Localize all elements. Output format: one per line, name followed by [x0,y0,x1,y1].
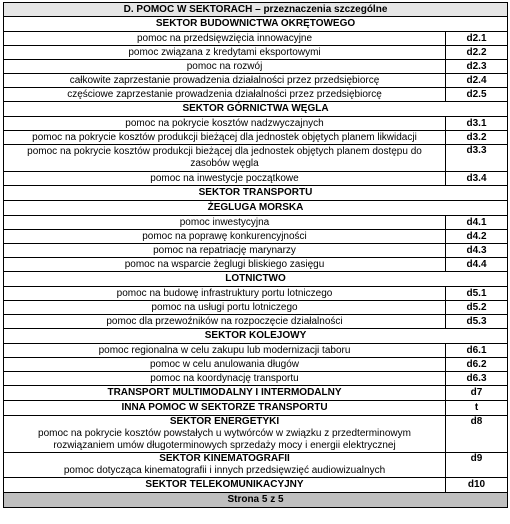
section-code-energetyki: d8 [446,416,508,453]
item-label: pomoc na rozwój [4,60,446,74]
item-code: d5.1 [446,287,508,301]
table-row [4,230,508,244]
item-label: pomoc regionalna w celu zakupu lub modernizacji taboru [4,344,446,358]
item-label: pomoc na pokrycie kosztów nadzwyczajnych [4,117,446,131]
item-label: pomoc na inwestycje początkowe [4,172,446,186]
item-label: pomoc inwestycyjna [4,216,446,230]
table-row [4,32,508,46]
item-code: d3.1 [446,117,508,131]
table-row [4,60,508,74]
item-code: d3.4 [446,172,508,186]
section-cell-kinematografii [4,453,446,478]
section-code-inna: t [446,401,508,416]
section-title-gornictwo: SEKTOR GÓRNICTWA WĘGLA [4,102,508,117]
item-code: d4.3 [446,244,508,258]
section-code-kinematografii: d9 [446,453,508,478]
section-text-kinematografii: pomoc dotycząca kinematografii i innych przedsięwzięć audiowizualnych [63,465,386,476]
section-title-zegluga: ŻEGLUGA MORSKA [4,201,508,216]
table-row [4,287,508,301]
item-code: d2.1 [446,32,508,46]
item-label: pomoc na usługi portu lotniczego [4,301,446,315]
section-row [4,478,508,493]
item-code: d5.2 [446,301,508,315]
section-title-kolejowy: SEKTOR KOLEJOWY [4,329,508,344]
item-label: pomoc na pokrycie kosztów produkcji bieżącej dla jednostek objętych planem dostępu do zasobów węgla [4,145,446,172]
item-code: d6.2 [446,358,508,372]
table-title: D. POMOC W SEKTORACH – przeznaczenia szczególne [4,3,508,17]
item-code: d6.1 [446,344,508,358]
section-row [4,272,508,287]
item-code: d3.2 [446,131,508,145]
item-code: d6.3 [446,372,508,386]
table-row [4,358,508,372]
item-label: pomoc na repatriację marynarzy [4,244,446,258]
table-row [4,244,508,258]
page-number: Strona 5 z 5 [4,493,508,508]
section-title-telekomunikacyjny: SEKTOR TELEKOMUNIKACYJNY [4,478,446,493]
section-row [4,102,508,117]
section-title-kinematografii: SEKTOR KINEMATOGRAFII [159,453,290,464]
table-row [4,88,508,102]
item-code: d2.2 [446,46,508,60]
table-row [4,172,508,186]
section-row [4,453,508,478]
table-row [4,258,508,272]
item-code: d5.3 [446,315,508,329]
sector-aid-table [3,2,508,508]
table-row [4,344,508,358]
section-row [4,416,508,453]
aid-table-document [3,2,507,508]
table-row [4,301,508,315]
item-label: pomoc dla przewoźników na rozpoczęcie działalności [4,315,446,329]
item-code: d4.1 [446,216,508,230]
section-title-transport: SEKTOR TRANSPORTU [4,186,508,201]
item-label: całkowite zaprzestanie prowadzenia działalności przez przedsiębiorcę [4,74,446,88]
item-label: pomoc na poprawę konkurencyjności [4,230,446,244]
section-code-telekomunikacyjny: d10 [446,478,508,493]
table-row [4,372,508,386]
item-code: d2.5 [446,88,508,102]
item-code: d4.4 [446,258,508,272]
section-title-multimodalny: TRANSPORT MULTIMODALNY I INTERMODALNY [4,386,446,401]
item-code: d2.4 [446,74,508,88]
section-title-lotnictwo: LOTNICTWO [4,272,508,287]
item-label: pomoc na wsparcie żeglugi bliskiego zasięgu [4,258,446,272]
section-title-energetyki: SEKTOR ENERGETYKI [169,416,280,427]
section-row [4,186,508,201]
table-header-row [4,3,508,17]
section-row [4,201,508,216]
item-code: d4.2 [446,230,508,244]
table-row [4,315,508,329]
item-label: pomoc w celu anulowania długów [4,358,446,372]
section-row [4,401,508,416]
section-row [4,386,508,401]
item-label: pomoc związana z kredytami eksportowymi [4,46,446,60]
section-row [4,17,508,32]
footer-row [4,493,508,508]
section-row [4,329,508,344]
item-label: częściowe zaprzestanie prowadzenia działalności przez przedsiębiorcę [4,88,446,102]
table-row [4,46,508,60]
item-label: pomoc na koordynację transportu [4,372,446,386]
item-label: pomoc na przedsięwzięcia innowacyjne [4,32,446,46]
item-label: pomoc na budowę infrastruktury portu lotniczego [4,287,446,301]
item-code: d2.3 [446,60,508,74]
section-title-budownictwo: SEKTOR BUDOWNICTWA OKRĘTOWEGO [4,17,508,32]
table-row [4,131,508,145]
item-label: pomoc na pokrycie kosztów produkcji bieżącej dla jednostek objętych planem likwidacji [4,131,446,145]
table-row [4,216,508,230]
section-cell-energetyki [4,416,446,453]
table-row [4,74,508,88]
item-code: d3.3 [446,145,508,172]
section-code-multimodalny: d7 [446,386,508,401]
table-row [4,145,508,172]
section-text-energetyki: pomoc na pokrycie kosztów powstałych u wytwórców w związku z przedterminowym rozwiązaniem umów długoterminowych sprzedaży mocy i energii elektrycznej [38,428,411,451]
section-title-inna: INNA POMOC W SEKTORZE TRANSPORTU [4,401,446,416]
table-row [4,117,508,131]
